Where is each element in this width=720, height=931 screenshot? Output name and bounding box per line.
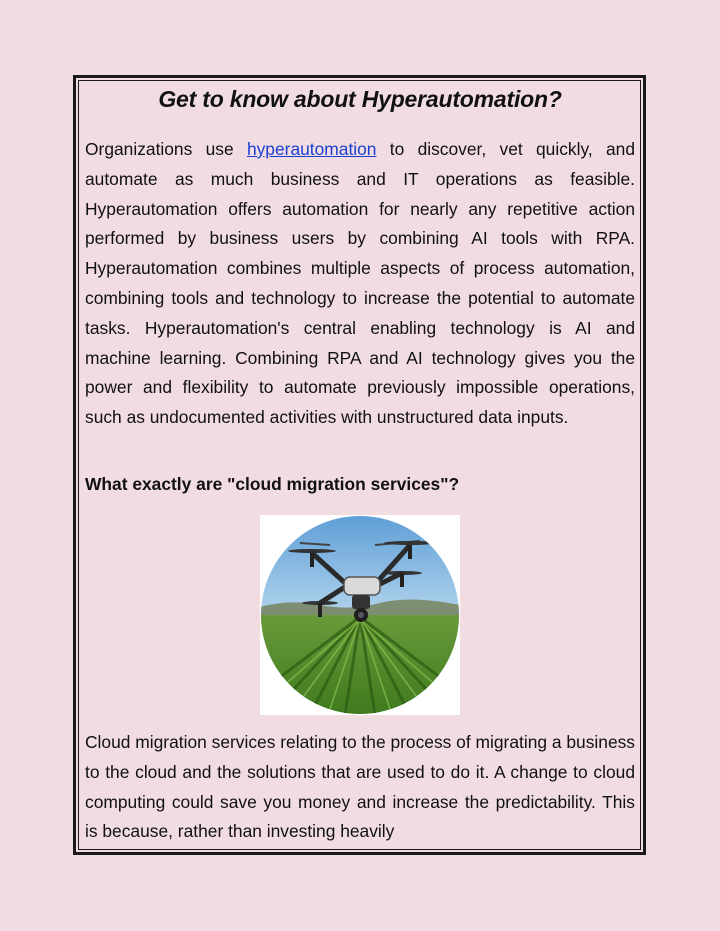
drone-field-image <box>260 515 460 715</box>
page-title: Get to know about Hyperautomation? <box>158 86 562 112</box>
section-heading: What exactly are "cloud migration services"? <box>85 474 460 494</box>
intro-paragraph <box>85 135 635 433</box>
cloud-migration-paragraph: Cloud migration services relating to the process of migrating a business to the cloud and the solutions that are used to do it. A change to cloud computing could save you money and increase the predictability. This is because, rather than investing heavily <box>85 732 636 842</box>
hyperautomation-link[interactable]: hyperautomation <box>246 139 377 159</box>
intro-text-rest: to discover, vet quickly, and automate as much business and IT operations as feasible. Hyperautomation offers automation for nearly any repetitive action performed by business users by combining AI tools with RPA. Hyperautomation combines multiple aspects of process automation, combining tools and technology to increase the potential to automate tasks. Hyperautomation's central enabling technology is AI and machine learning. Combining RPA and AI technology gives you the power and flexibility to automate previously impossible operations, such as undocumented activities with unstructured data inputs. <box>85 139 635 428</box>
intro-text-start: Organizations use <box>85 139 247 159</box>
drone-over-crop-field-image <box>260 515 460 715</box>
